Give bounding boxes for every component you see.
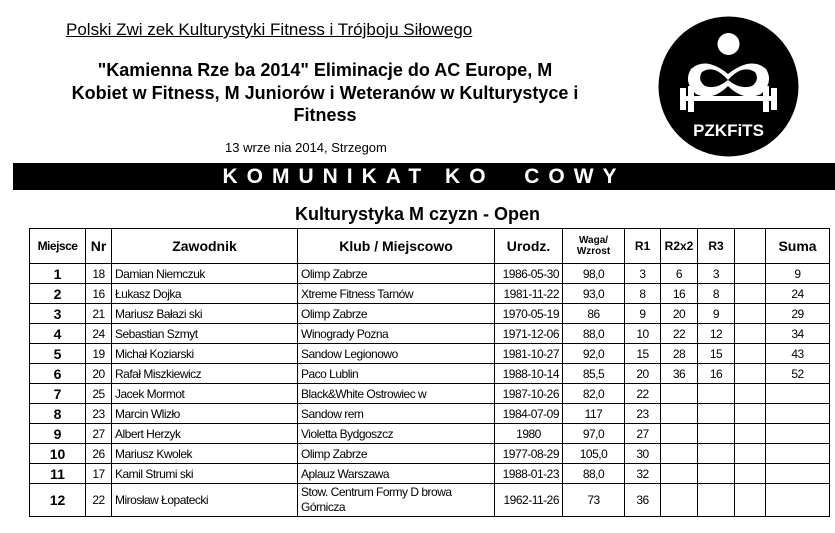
cell-born: 1984-07-09 [495, 404, 563, 424]
cell-weight: 73 [563, 484, 625, 517]
table-row [30, 324, 830, 344]
cell-r1: 22 [625, 384, 661, 404]
cell-weight: 105,0 [563, 444, 625, 464]
cell-blank [735, 464, 766, 484]
cell-club: Olimp Zabrze [298, 304, 495, 324]
cell-born: 1970-05-19 [495, 304, 563, 324]
event-title-line-3: Fitness [293, 105, 357, 125]
cell-born: 1981-10-27 [495, 344, 563, 364]
cell-sum [766, 404, 830, 424]
cell-r2x2 [661, 464, 698, 484]
cell-nr: 27 [86, 424, 112, 444]
cell-blank [735, 324, 766, 344]
cell-nr: 21 [86, 304, 112, 324]
cell-r2x2 [661, 424, 698, 444]
cell-place: 5 [30, 344, 86, 364]
cell-r3: 9 [698, 304, 735, 324]
cell-weight: 82,0 [563, 384, 625, 404]
cell-sum: 52 [766, 364, 830, 384]
cell-r1: 27 [625, 424, 661, 444]
cell-r3 [698, 404, 735, 424]
results-table [29, 228, 830, 517]
cell-name: Mirosław Łopatecki [112, 484, 298, 517]
table-row [30, 364, 830, 384]
table-row [30, 384, 830, 404]
cell-blank [735, 344, 766, 364]
cell-club: Olimp Zabrze [298, 264, 495, 284]
cell-born: 1980 [495, 424, 563, 444]
cell-sum: 29 [766, 304, 830, 324]
cell-born: 1988-01-23 [495, 464, 563, 484]
cell-blank [735, 484, 766, 517]
cell-r3 [698, 384, 735, 404]
cell-r3 [698, 444, 735, 464]
header-name: Zawodnik [112, 229, 298, 264]
cell-blank [735, 444, 766, 464]
cell-r3 [698, 424, 735, 444]
cell-place: 12 [30, 484, 86, 517]
organization-name: Polski Zwi zek Kulturystyki Fitness i Trójboju Siłowego [66, 20, 473, 39]
cell-sum: 34 [766, 324, 830, 344]
cell-r3 [698, 484, 735, 517]
cell-sum [766, 424, 830, 444]
header-weight [563, 229, 625, 264]
cell-sum [766, 444, 830, 464]
logo-text: PZKFiTS [693, 121, 764, 140]
cell-place: 4 [30, 324, 86, 344]
cell-r2x2 [661, 444, 698, 464]
table-row [30, 404, 830, 424]
cell-blank [735, 384, 766, 404]
cell-r2x2 [661, 484, 698, 517]
cell-name: Mariusz Kwolek [112, 444, 298, 464]
cell-nr: 19 [86, 344, 112, 364]
cell-sum [766, 464, 830, 484]
cell-blank [735, 284, 766, 304]
cell-nr: 24 [86, 324, 112, 344]
cell-place: 9 [30, 424, 86, 444]
cell-nr: 18 [86, 264, 112, 284]
table-row [30, 304, 830, 324]
table-header-row [30, 229, 830, 264]
cell-weight: 88,0 [563, 464, 625, 484]
cell-name: Mariusz Bałazi ski [112, 304, 298, 324]
cell-club: Winogrady Pozna [298, 324, 495, 344]
cell-born: 1988-10-14 [495, 364, 563, 384]
cell-nr: 20 [86, 364, 112, 384]
event-title-line-1: "Kamienna Rze ba 2014" Eliminacje do AC Europe, M [97, 60, 553, 80]
header-club: Klub / Miejscowo [298, 229, 495, 264]
cell-r3: 15 [698, 344, 735, 364]
cell-weight: 98,0 [563, 264, 625, 284]
cell-r1: 20 [625, 364, 661, 384]
cell-r1: 23 [625, 404, 661, 424]
table-row [30, 464, 830, 484]
cell-blank [735, 404, 766, 424]
cell-blank [735, 264, 766, 284]
cell-r2x2: 6 [661, 264, 698, 284]
cell-name: Łukasz Dojka [112, 284, 298, 304]
cell-club: Paco Lublin [298, 364, 495, 384]
cell-weight: 88,0 [563, 324, 625, 344]
cell-r2x2 [661, 404, 698, 424]
cell-weight: 86 [563, 304, 625, 324]
cell-nr: 17 [86, 464, 112, 484]
cell-place: 10 [30, 444, 86, 464]
cell-r1: 10 [625, 324, 661, 344]
cell-place: 8 [30, 404, 86, 424]
cell-r2x2: 20 [661, 304, 698, 324]
cell-r3 [698, 464, 735, 484]
cell-blank [735, 304, 766, 324]
event-date-place: 13 wrze nia 2014, Strzegom [225, 140, 387, 155]
cell-r2x2: 36 [661, 364, 698, 384]
header-born: Urodz. [495, 229, 563, 264]
header-r2x2: R2x2 [661, 229, 698, 264]
cell-born: 1962-11-26 [495, 484, 563, 517]
cell-weight: 85,5 [563, 364, 625, 384]
cell-born: 1971-12-06 [495, 324, 563, 344]
table-row [30, 344, 830, 364]
cell-r1: 9 [625, 304, 661, 324]
cell-place: 11 [30, 464, 86, 484]
cell-r2x2: 28 [661, 344, 698, 364]
cell-name: Damian Niemczuk [112, 264, 298, 284]
cell-weight: 93,0 [563, 284, 625, 304]
cell-name: Albert Herzyk [112, 424, 298, 444]
cell-born: 1981-11-22 [495, 284, 563, 304]
cell-weight: 92,0 [563, 344, 625, 364]
results-banner: KOMUNIKAT KO COWY [13, 163, 835, 190]
cell-sum: 9 [766, 264, 830, 284]
cell-r1: 36 [625, 484, 661, 517]
table-row [30, 284, 830, 304]
cell-r1: 8 [625, 284, 661, 304]
cell-r3: 8 [698, 284, 735, 304]
cell-weight: 97,0 [563, 424, 625, 444]
cell-nr: 16 [86, 284, 112, 304]
event-title-line-2: Kobiet w Fitness, M Juniorów i Weteranów w Kulturystyce i [71, 83, 579, 103]
cell-sum: 24 [766, 284, 830, 304]
cell-r2x2: 16 [661, 284, 698, 304]
pzkfits-logo [656, 14, 801, 159]
cell-nr: 23 [86, 404, 112, 424]
header-weight-line-1: Waga/ [578, 235, 609, 246]
header-r1: R1 [625, 229, 661, 264]
cell-sum [766, 384, 830, 404]
table-row [30, 424, 830, 444]
category-title: Kulturystyka M czyzn - Open [294, 204, 541, 224]
cell-r1: 3 [625, 264, 661, 284]
cell-r3: 12 [698, 324, 735, 344]
cell-blank [735, 424, 766, 444]
cell-club: Sandow Legionowo [298, 344, 495, 364]
header-sum: Suma [766, 229, 830, 264]
cell-club: Black&White Ostrowiec w [298, 384, 495, 404]
cell-club: Xtreme Fitness Tarnów [298, 284, 495, 304]
cell-club: Aplauz Warszawa [298, 464, 495, 484]
header-place: Miejsce [30, 229, 86, 264]
cell-name: Rafał Miszkiewicz [112, 364, 298, 384]
cell-nr: 25 [86, 384, 112, 404]
cell-r2x2: 22 [661, 324, 698, 344]
cell-r3: 16 [698, 364, 735, 384]
cell-place: 1 [30, 264, 86, 284]
cell-club: Violetta Bydgoszcz [298, 424, 495, 444]
cell-born: 1986-05-30 [495, 264, 563, 284]
cell-nr: 22 [86, 484, 112, 517]
cell-born: 1987-10-26 [495, 384, 563, 404]
header-blank [735, 229, 766, 264]
cell-name: Jacek Mormot [112, 384, 298, 404]
cell-club: Sandow rem [298, 404, 495, 424]
cell-born: 1977-08-29 [495, 444, 563, 464]
cell-place: 2 [30, 284, 86, 304]
cell-club: Stow. Centrum Formy D browa Górnicza [298, 484, 495, 517]
table-row [30, 444, 830, 464]
cell-club: Olimp Zabrze [298, 444, 495, 464]
cell-r1: 32 [625, 464, 661, 484]
cell-place: 7 [30, 384, 86, 404]
cell-place: 3 [30, 304, 86, 324]
cell-sum [766, 484, 830, 517]
header-nr: Nr [86, 229, 112, 264]
cell-name: Michał Koziarski [112, 344, 298, 364]
cell-blank [735, 364, 766, 384]
cell-r1: 30 [625, 444, 661, 464]
cell-name: Marcin Wlizło [112, 404, 298, 424]
cell-name: Kamil Strumi ski [112, 464, 298, 484]
table-row [30, 484, 830, 517]
table-row [30, 264, 830, 284]
cell-name: Sebastian Szmyt [112, 324, 298, 344]
cell-weight: 117 [563, 404, 625, 424]
cell-r2x2 [661, 384, 698, 404]
header-r3: R3 [698, 229, 735, 264]
cell-r3: 3 [698, 264, 735, 284]
cell-r1: 15 [625, 344, 661, 364]
header-weight-line-2: Wzrost [576, 246, 611, 257]
cell-sum: 43 [766, 344, 830, 364]
cell-place: 6 [30, 364, 86, 384]
cell-nr: 26 [86, 444, 112, 464]
